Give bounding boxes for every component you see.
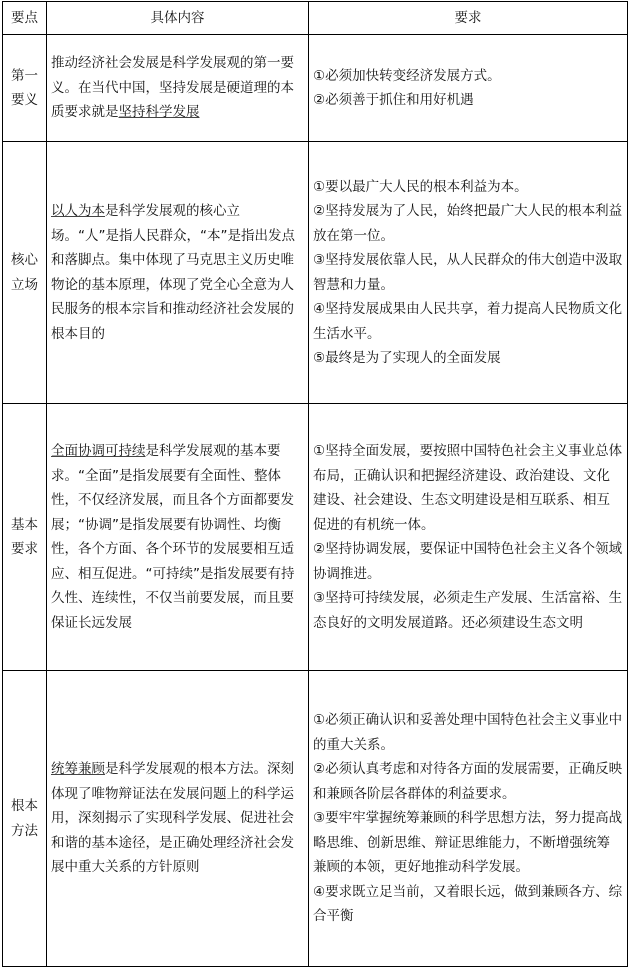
table-row xyxy=(3,35,628,142)
header-row xyxy=(3,2,628,35)
requirement-item: ②必须善于抓住和用好机遇 xyxy=(313,92,474,108)
content-underlined: 以人为本 xyxy=(51,203,105,219)
row-requirements xyxy=(309,671,628,967)
row-key: 核心 立场 xyxy=(3,142,47,404)
content-underlined: 坚持科学发展 xyxy=(118,104,200,121)
header-requirements: 要求 xyxy=(309,2,628,35)
header-key: 要点 xyxy=(3,2,47,35)
requirement-item: ②必须认真考虑和对待各方面的发展需要，正确反映和兼顾各阶层各群体的利益要求。 xyxy=(313,761,623,802)
row-requirements xyxy=(309,142,628,404)
table-row xyxy=(3,404,628,671)
requirement-item: ④坚持发展成果由人民共享，着力提高人民物质文化生活水平。 xyxy=(313,301,623,342)
row-content xyxy=(47,35,309,142)
row-requirements xyxy=(309,35,628,142)
row-content xyxy=(47,404,309,671)
table-row xyxy=(3,671,628,967)
requirement-item: ①要以最广大人民的根本利益为本。 xyxy=(313,178,528,195)
summary-table xyxy=(2,1,628,967)
table-row xyxy=(3,142,628,404)
row-key: 基本 要求 xyxy=(3,404,47,671)
row-content xyxy=(47,142,309,404)
requirement-item: ③坚持发展依靠人民，从人民群众的伟大创造中汲取智慧和力量。 xyxy=(313,252,623,293)
requirement-item: ②坚持协调发展，要保证中国特色社会主义各个领域协调推进。 xyxy=(313,541,623,582)
content-underlined: 全面协调可持续 xyxy=(51,443,146,459)
row-content xyxy=(47,671,309,967)
row-requirements xyxy=(309,404,628,671)
requirement-item: ①必须正确认识和妥善处理中国特色社会主义事业中的重大关系。 xyxy=(313,712,623,753)
requirement-item: ⑤最终是为了实现人的全面发展 xyxy=(313,350,501,366)
requirement-item: ④要求既立足当前，又着眼长远，做到兼顾各方、综合平衡 xyxy=(313,883,623,925)
requirement-item: ③要牢牢掌握统筹兼顾的科学思想方法，努力提高战略思维、创新思维、辩证思维能力，不断增强统筹兼顾的本领，更好地推动科学发展。 xyxy=(313,810,623,876)
row-key: 第一 要义 xyxy=(3,35,47,142)
requirement-item: ①必须加快转变经济发展方式。 xyxy=(313,67,501,84)
content-text-after: 是科学发展观的根本方法。深刻体现了唯物辩证法在发展问题上的科学运用，深刻揭示了实现科学发展、促进社会和谐的基本途径，是正确处理经济社会发展中重大关系的方针原则 xyxy=(51,761,294,876)
content-text: 推动经济社会发展是科学发展观的第一要义。在当代中国，坚持发展是硬道理的本质要求就是 xyxy=(51,55,294,121)
row-key: 根本 方法 xyxy=(3,671,47,967)
content-underlined: 统筹兼顾 xyxy=(51,761,105,778)
requirement-item: ②坚持发展为了人民，始终把最广大人民的根本利益放在第一位。 xyxy=(313,203,623,244)
content-text-after: 是科学发展观的核心立场。“人”是指人民群众，“本”是指出发点和落脚点。集中体现了马克思主义历史唯物论的基本原理，体现了党全心全意为人民服务的根本宗旨和推动经济社会发展的根本目的 xyxy=(51,203,295,342)
requirement-item: ①坚持全面发展，要按照中国特色社会主义事业总体布局，正确认识和把握经济建设、政治建设、文化建设、社会建设、生态文明建设是相互联系、相互促进的有机统一体。 xyxy=(313,443,623,533)
header-content: 具体内容 xyxy=(47,2,309,35)
requirement-item: ③坚持可持续发展，必须走生产发展、生活富裕、生态良好的文明发展道路。还必须建设生态文明 xyxy=(313,590,623,631)
content-text-after: 是科学发展观的基本要求。“全面”是指发展要有全面性、整体性，不仅经济发展，而且各个方面都要发展；“协调”是指发展要有协调性、均衡性，各个方面、各个环节的发展要相互适应、相互促进。“可持续”是指发展要有持久性、连续性，不仅当前要发展，而且要保证长远发展 xyxy=(51,443,295,631)
